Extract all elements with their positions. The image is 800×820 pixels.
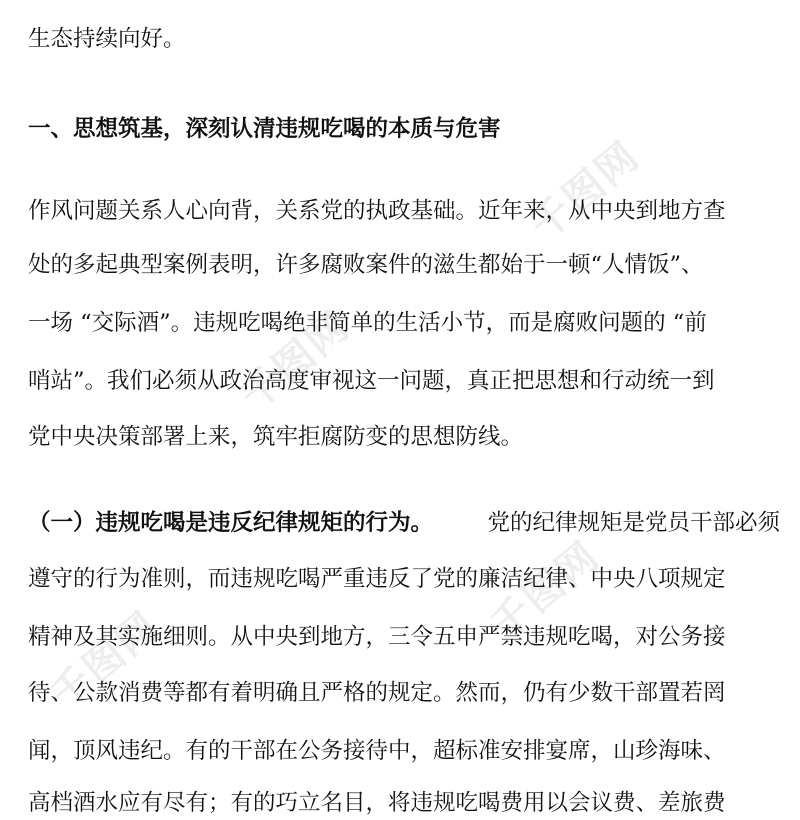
paragraph-line: 高档酒水应有尽有；有的巧立名目，将违规吃喝费用以会议费、差旅费: [28, 790, 726, 816]
paragraph-line: 作风问题关系人心向背，关系党的执政基础。近年来，从中央到地方查: [28, 198, 726, 224]
watermark: 千图网: [232, 303, 359, 420]
watermark: 千图网: [522, 133, 649, 250]
paragraph-line: 遵守的行为准则，而违规吃喝严重违反了党的廉洁纪律、中央八项规定: [28, 566, 726, 592]
paragraph-line: 一场 “交际酒”。违规吃喝绝非简单的生活小节，而是腐败问题的 “前: [28, 310, 707, 336]
subsection-heading: （一）违规吃喝是违反纪律规矩的行为。: [28, 510, 434, 536]
paragraph-line: 待、公款消费等都有着明确且严格的规定。然而，仍有少数干部置若罔: [28, 680, 726, 706]
watermark: 千图网: [42, 603, 169, 720]
paragraph-line: 哨站”。我们必须从政治高度审视这一问题，真正把思想和行动统一到: [28, 368, 715, 394]
paragraph-line: [28, 506, 780, 540]
intro-tail-text: 生态持续向好。: [28, 26, 186, 52]
paragraph-line: 精神及其实施细则。从中央到地方，三令五申严禁违规吃喝，对公务接: [28, 624, 726, 650]
paragraph-line: 处的多起典型案例表明，许多腐败案件的滋生都始于一顿“人情饭”、: [28, 252, 704, 278]
paragraph-line: 党中央决策部署上来，筑牢拒腐防变的思想防线。: [28, 424, 524, 450]
section-heading: 一、思想筑基，深刻认清违规吃喝的本质与危害: [28, 116, 501, 142]
paragraph-line: 闻，顶风违纪。有的干部在公务接待中，超标准安排宴席，山珍海味、: [28, 738, 726, 764]
watermark: 千图网: [482, 533, 609, 650]
paragraph-text: 党的纪律规矩是党员干部必须: [487, 510, 780, 536]
